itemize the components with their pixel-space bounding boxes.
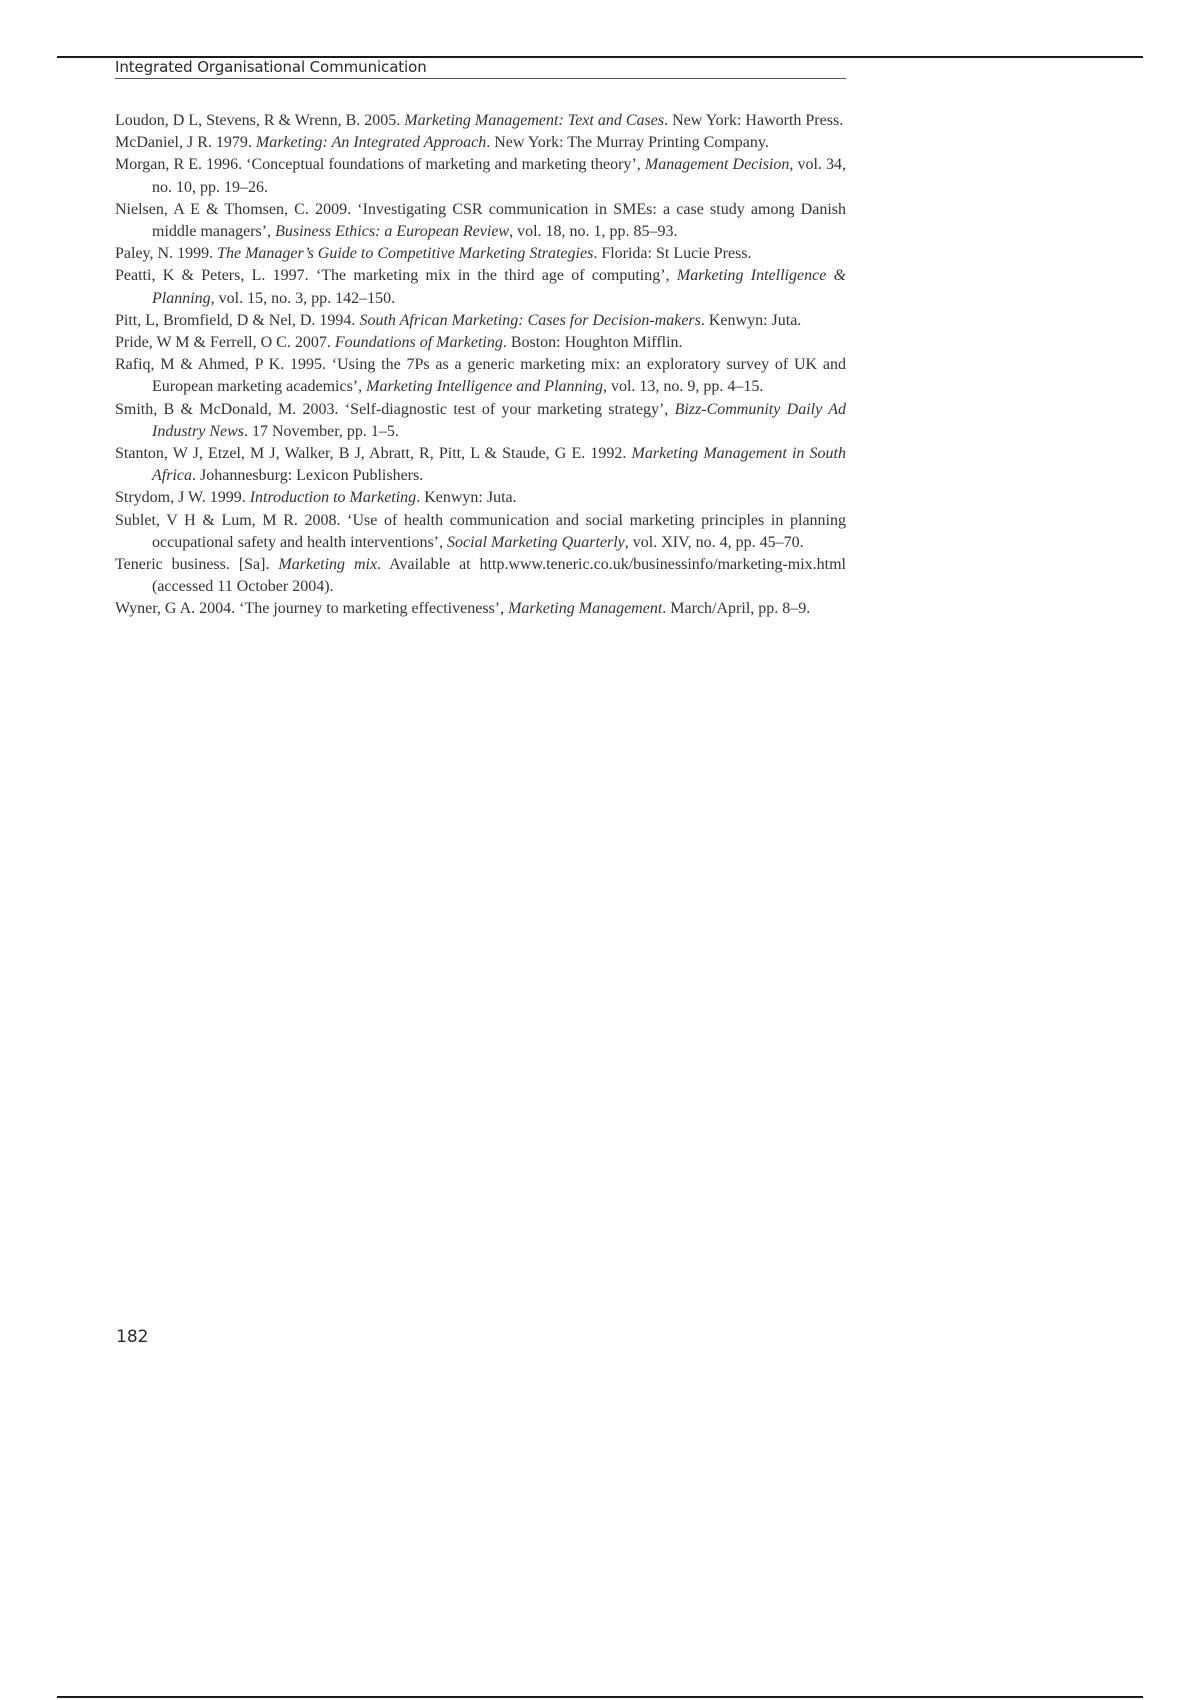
reference-title: South African Marketing: Cases for Decision-makers bbox=[359, 311, 701, 329]
reference-entry bbox=[115, 510, 846, 554]
reference-entry bbox=[115, 443, 846, 487]
reference-title: Marketing: An Integrated Approach bbox=[255, 134, 487, 152]
reference-title: Marketing Intelligence and Planning bbox=[366, 378, 603, 396]
reference-entry bbox=[115, 110, 846, 132]
reference-authors-year: Loudon, D L, Stevens, R & Wrenn, B. 2005. bbox=[115, 112, 405, 129]
reference-authors-year: McDaniel, J R. 1979. bbox=[115, 134, 256, 152]
reference-authors-year: Strydom, J W. 1999. bbox=[115, 489, 250, 507]
reference-entry bbox=[115, 265, 846, 309]
reference-details: . Boston: Houghton Mifflin. bbox=[502, 334, 683, 352]
reference-authors-year: Wyner, G A. 2004. ‘The journey to marketing effectiveness’, bbox=[115, 600, 509, 618]
reference-entry bbox=[115, 554, 846, 598]
reference-entry bbox=[115, 354, 846, 398]
reference-authors-year: Teneric business. [Sa]. bbox=[115, 556, 279, 574]
reference-entry bbox=[115, 199, 846, 243]
reference-entry bbox=[115, 132, 846, 154]
reference-authors-year: Pitt, L, Bromfield, D & Nel, D. 1994. bbox=[115, 311, 360, 329]
reference-title: Introduction to Marketing bbox=[249, 489, 417, 507]
reference-details: . Kenwyn: Juta. bbox=[416, 489, 517, 507]
reference-authors-year: Peatti, K & Peters, L. 1997. ‘The marketing mix in the third age of computing’, bbox=[115, 267, 677, 285]
reference-list bbox=[115, 110, 846, 621]
reference-title: Management Decision bbox=[644, 156, 790, 174]
reference-authors-year: Sublet, V H & Lum, M R. 2008. ‘Use of health communication and social marketing principles in planning occupational safety and health interventions’, bbox=[115, 511, 846, 551]
reference-authors-year: Smith, B & McDonald, M. 2003. ‘Self-diagnostic test of your marketing strategy’, bbox=[115, 400, 675, 418]
reference-details: . March/April, pp. 8–9. bbox=[662, 600, 811, 618]
reference-details: . Kenwyn: Juta. bbox=[700, 311, 802, 329]
reference-authors-year: Paley, N. 1999. bbox=[115, 245, 218, 263]
reference-details: . Florida: St Lucie Press. bbox=[593, 245, 752, 263]
reference-entry bbox=[115, 332, 846, 354]
reference-authors-year: Stanton, W J, Etzel, M J, Walker, B J, Abratt, R, Pitt, L & Staude, G E. 1992. bbox=[115, 445, 632, 463]
reference-title: Marketing mix bbox=[278, 556, 378, 574]
reference-details: , vol. 15, no. 3, pp. 142–150. bbox=[210, 289, 396, 307]
reference-authors-year: Rafiq, M & Ahmed, P K. 1995. ‘Using the 7Ps as a generic marketing mix: an exploratory survey of UK and European marketing academics’, bbox=[115, 356, 846, 396]
reference-title: Foundations of Marketing bbox=[334, 334, 503, 352]
bottom-rule bbox=[57, 1696, 1143, 1698]
reference-title: Social Marketing Quarterly bbox=[447, 533, 625, 551]
reference-authors-year: Nielsen, A E & Thomsen, C. 2009. ‘Investigating CSR communication in SMEs: a case study among Danish middle managers’, bbox=[115, 200, 846, 241]
reference-details: . Johannesburg: Lexicon Publishers. bbox=[192, 467, 424, 485]
reference-details: . New York: Haworth Press. bbox=[664, 112, 844, 129]
reference-entry bbox=[115, 243, 846, 265]
reference-details: . Available at http.www.teneric.co.uk/businessinfo/marketing-mix.html (accessed 11 October 2004). bbox=[152, 556, 847, 596]
reference-entry bbox=[115, 154, 846, 198]
reference-title: Bizz-Community Daily Ad Industry News bbox=[152, 400, 846, 440]
running-header: Integrated Organisational Communication bbox=[115, 57, 846, 79]
reference-title: Marketing Management in South Africa bbox=[152, 445, 847, 485]
reference-entry bbox=[115, 310, 846, 332]
reference-title: Marketing Intelligence & Planning bbox=[152, 267, 847, 307]
reference-details: , vol. 13, no. 9, pp. 4–15. bbox=[602, 378, 764, 396]
page-number: 182 bbox=[116, 1327, 149, 1347]
reference-details: , vol. 34, no. 10, pp. 19–26. bbox=[152, 156, 847, 196]
reference-authors-year: Pride, W M & Ferrell, O C. 2007. bbox=[115, 334, 335, 352]
reference-entry bbox=[115, 399, 846, 443]
reference-details: . 17 November, pp. 1–5. bbox=[244, 422, 399, 440]
reference-entry bbox=[115, 487, 846, 509]
reference-title: The Manager’s Guide to Competitive Marketing Strategies bbox=[217, 245, 594, 263]
reference-title: Business Ethics: a European Review bbox=[275, 223, 510, 241]
reference-title: Marketing Management bbox=[508, 600, 663, 618]
reference-details: , vol. XIV, no. 4, pp. 45–70. bbox=[624, 533, 804, 551]
reference-details: , vol. 18, no. 1, pp. 85–93. bbox=[509, 223, 678, 241]
reference-entry bbox=[115, 598, 846, 620]
reference-authors-year: Morgan, R E. 1996. ‘Conceptual foundations of marketing and marketing theory’, bbox=[115, 156, 645, 174]
reference-details: . New York: The Murray Printing Company. bbox=[486, 134, 769, 152]
reference-title: Marketing Management: Text and Cases bbox=[404, 112, 665, 129]
